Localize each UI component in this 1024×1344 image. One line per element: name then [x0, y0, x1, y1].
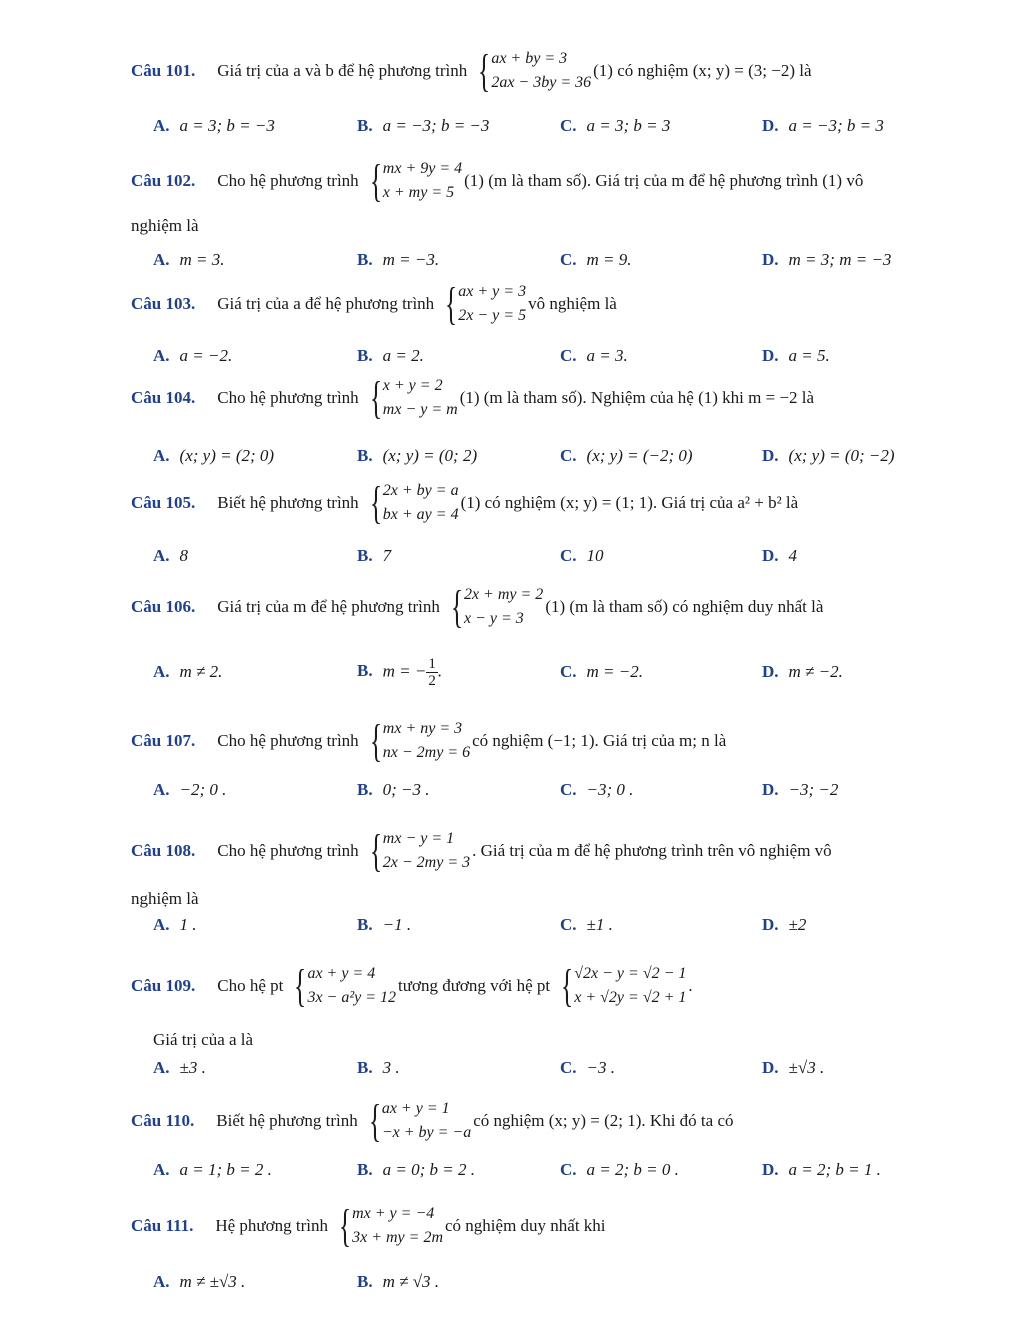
- option-value: −3 .: [586, 1058, 616, 1077]
- option-value: a = 5.: [788, 346, 830, 365]
- equation: x + my = 5: [382, 184, 455, 201]
- equation: 2ax − 3by = 36: [491, 74, 592, 91]
- equation: x − y = 3: [463, 610, 524, 627]
- answer-option-d[interactable]: [762, 346, 830, 366]
- equation-system: [365, 157, 462, 205]
- question-text-after: . Giá trị của m để hệ phương trình trên vô nghiệm vô: [472, 841, 832, 860]
- answer-options: [153, 656, 1013, 692]
- answer-option-c[interactable]: [560, 116, 670, 136]
- question-text-after: vô nghiệm là: [528, 294, 617, 313]
- question-number: Câu 104.: [131, 388, 196, 407]
- equation: 2x − y = 5: [458, 307, 527, 324]
- option-label: B.: [357, 250, 373, 269]
- option-label: C.: [560, 250, 577, 269]
- question-text: Biết hệ phương trình: [217, 493, 359, 512]
- answer-option-c[interactable]: [560, 915, 613, 935]
- equation: 2x − 2my = 3: [382, 854, 471, 871]
- equations: [382, 1097, 471, 1145]
- question-text: Cho hệ phương trình: [217, 841, 359, 860]
- option-label: D.: [762, 662, 779, 681]
- question-text-after: có nghiệm (−1; 1). Giá trị của m; n là: [472, 731, 727, 750]
- answer-option-a[interactable]: [153, 662, 222, 682]
- option-value: a = 2; b = 1 .: [788, 1160, 881, 1179]
- brace-symbol: {: [369, 825, 382, 876]
- equation: −x + by = −a: [381, 1124, 472, 1141]
- question-number: Câu 105.: [131, 493, 196, 512]
- answer-options: [153, 915, 1013, 945]
- equation: nx − 2my = 6: [382, 744, 471, 761]
- option-label: C.: [560, 662, 577, 681]
- equation: √2x − y = √2 − 1: [574, 965, 687, 982]
- option-value: m ≠ √3 .: [382, 1272, 440, 1291]
- question-continuation: Giá trị của a là: [153, 1030, 254, 1049]
- equations: [352, 1202, 443, 1250]
- option-value: m ≠ ±√3 .: [179, 1272, 246, 1291]
- answer-option-c[interactable]: [560, 1058, 615, 1078]
- equations: [383, 479, 459, 527]
- option-label: B.: [357, 661, 373, 681]
- option-label: D.: [762, 1058, 779, 1077]
- option-value: m = −3.: [382, 250, 440, 269]
- answer-option-a[interactable]: [153, 780, 226, 800]
- question-continuation: nghiệm là: [131, 216, 199, 235]
- brace-symbol: {: [450, 581, 463, 632]
- equations: [464, 583, 543, 631]
- answer-option-d[interactable]: [762, 915, 806, 935]
- equations: [458, 280, 526, 328]
- answer-option-d[interactable]: [762, 116, 884, 136]
- question-text-after: (1) có nghiệm (x; y) = (3; −2) là: [593, 61, 812, 80]
- option-tail: .: [437, 661, 443, 681]
- question-line: [131, 1201, 606, 1251]
- equation: mx − y = m: [382, 401, 458, 418]
- equation-system: [365, 827, 470, 875]
- answer-option-b[interactable]: [357, 446, 477, 466]
- answer-option-b[interactable]: [357, 915, 411, 935]
- option-value: 7: [382, 546, 392, 565]
- option-value: −1 .: [382, 915, 412, 934]
- brace-symbol: {: [561, 960, 574, 1011]
- option-value: a = 2.: [382, 346, 424, 365]
- option-value: a = 3; b = −3: [179, 116, 275, 135]
- equation: x + √2y = √2 + 1: [574, 989, 687, 1006]
- brace-symbol: {: [369, 155, 382, 206]
- option-label: A.: [153, 1058, 170, 1077]
- answer-options: [153, 346, 1013, 376]
- option-label: D.: [762, 116, 779, 135]
- question-line: [131, 46, 812, 96]
- question-text: Biết hệ phương trình: [216, 1111, 358, 1130]
- option-label: D.: [762, 446, 779, 465]
- answer-options: [153, 780, 1013, 810]
- option-label: A.: [153, 546, 170, 565]
- option-label: C.: [560, 780, 577, 799]
- option-value: a = −3; b = 3: [788, 116, 884, 135]
- question-line: [131, 582, 823, 632]
- answer-option-b[interactable]: [357, 346, 424, 366]
- equations: [307, 962, 396, 1010]
- option-value: m = 9.: [586, 250, 632, 269]
- equation: 2x + by = a: [382, 482, 459, 499]
- option-label: C.: [560, 1160, 577, 1179]
- option-value: ±2: [788, 915, 807, 934]
- option-value: m = −2.: [586, 662, 644, 681]
- answer-option-a[interactable]: [153, 446, 274, 466]
- brace-symbol: {: [445, 278, 458, 329]
- answer-option-c[interactable]: [560, 1160, 679, 1180]
- equation: ax + by = 3: [491, 50, 568, 67]
- equations: [383, 374, 458, 422]
- option-label: A.: [153, 446, 170, 465]
- option-value: 3 .: [382, 1058, 400, 1077]
- answer-options: [153, 1160, 1013, 1190]
- equation-system: [473, 47, 591, 95]
- question-line: [131, 1096, 734, 1146]
- option-value: −3; 0 .: [586, 780, 634, 799]
- answer-option-a[interactable]: [153, 346, 232, 366]
- option-label: D.: [762, 1160, 779, 1179]
- answer-option-a[interactable]: [153, 116, 275, 136]
- option-value: m = −: [382, 661, 427, 681]
- question-continuation: nghiệm là: [131, 889, 199, 908]
- question-number: Câu 111.: [131, 1216, 194, 1235]
- option-value: a = 2; b = 0 .: [586, 1160, 679, 1179]
- brace-symbol: {: [369, 372, 382, 423]
- answer-option-b[interactable]: [357, 656, 442, 689]
- option-label: A.: [153, 1160, 170, 1179]
- answer-options: [153, 546, 1013, 576]
- equation: 3x − a²y = 12: [307, 989, 397, 1006]
- equations: [383, 827, 470, 875]
- answer-option-d[interactable]: [762, 546, 797, 566]
- brace-symbol: {: [369, 715, 382, 766]
- option-value: −2; 0 .: [179, 780, 227, 799]
- equation: mx + ny = 3: [382, 720, 463, 737]
- question-text: Cho hệ phương trình: [217, 388, 359, 407]
- option-label: B.: [357, 1272, 373, 1291]
- question-number: Câu 103.: [131, 294, 196, 313]
- question-text-end: .: [688, 976, 693, 995]
- question-text: Giá trị của m để hệ phương trình: [217, 597, 440, 616]
- answer-option-a[interactable]: [153, 1058, 206, 1078]
- question-text-after: có nghiệm duy nhất khi: [445, 1216, 606, 1235]
- option-value: 8: [179, 546, 189, 565]
- option-label: B.: [357, 1058, 373, 1077]
- option-label: C.: [560, 116, 577, 135]
- equations: [383, 157, 462, 205]
- equation: mx + 9y = 4: [382, 160, 463, 177]
- answer-option-b[interactable]: [357, 116, 489, 136]
- option-label: A.: [153, 780, 170, 799]
- equation: mx − y = 1: [382, 830, 455, 847]
- option-value: (x; y) = (0; 2): [382, 446, 478, 465]
- answer-option-a[interactable]: [153, 915, 197, 935]
- equations: [491, 47, 591, 95]
- equations: [383, 717, 470, 765]
- option-value: m = 3.: [179, 250, 225, 269]
- question-text: Hệ phương trình: [215, 1216, 328, 1235]
- equation: x + y = 2: [382, 377, 443, 394]
- numerator: 1: [428, 656, 436, 672]
- question-number: Câu 109.: [131, 976, 196, 995]
- option-label: A.: [153, 662, 170, 681]
- question-number: Câu 101.: [131, 61, 196, 80]
- option-label: A.: [153, 116, 170, 135]
- question-number: Câu 107.: [131, 731, 196, 750]
- question-number: Câu 110.: [131, 1111, 195, 1130]
- answer-option-d[interactable]: [762, 446, 895, 466]
- question-text-after: tương đương với hệ pt: [398, 976, 551, 995]
- answer-option-b[interactable]: [357, 250, 439, 270]
- equations: [574, 962, 686, 1010]
- brace-symbol: {: [294, 960, 307, 1011]
- answer-options: [153, 446, 1013, 476]
- answer-option-a[interactable]: [153, 250, 225, 270]
- answer-options: [153, 250, 1013, 280]
- answer-option-d[interactable]: [762, 1058, 824, 1078]
- option-value: m ≠ 2.: [179, 662, 223, 681]
- option-value: 1 .: [179, 915, 197, 934]
- option-label: B.: [357, 346, 373, 365]
- answer-option-c[interactable]: [560, 446, 693, 466]
- option-value: m = 3; m = −3: [788, 250, 892, 269]
- answer-option-a[interactable]: [153, 1160, 272, 1180]
- question-text: Cho hệ pt: [217, 976, 284, 995]
- equation-system: [364, 1097, 471, 1145]
- question-text: Cho hệ phương trình: [217, 171, 359, 190]
- option-value: (x; y) = (2; 0): [179, 446, 275, 465]
- option-label: D.: [762, 250, 779, 269]
- question-line: [131, 826, 832, 876]
- answer-option-a[interactable]: [153, 546, 188, 566]
- option-value: a = 3.: [586, 346, 628, 365]
- question-text-after: có nghiệm (x; y) = (2; 1). Khi đó ta có: [473, 1111, 734, 1130]
- brace-symbol: {: [368, 1095, 381, 1146]
- option-label: C.: [560, 915, 577, 934]
- equation-system: [365, 479, 459, 527]
- option-value: ±3 .: [179, 1058, 206, 1077]
- option-value: 10: [586, 546, 604, 565]
- equation: bx + ay = 4: [382, 506, 459, 523]
- option-label: B.: [357, 116, 373, 135]
- option-label: D.: [762, 915, 779, 934]
- option-label: C.: [560, 546, 577, 565]
- question-text-after: (1) (m là tham số) có nghiệm duy nhất là: [545, 597, 824, 616]
- question-line: [131, 961, 693, 1011]
- option-label: C.: [560, 1058, 577, 1077]
- answer-option-d[interactable]: [762, 662, 843, 682]
- equation: ax + y = 3: [458, 283, 527, 300]
- question-number: Câu 108.: [131, 841, 196, 860]
- answer-option-c[interactable]: [560, 250, 632, 270]
- option-label: B.: [357, 446, 373, 465]
- equation-system: [334, 1202, 443, 1250]
- question-number: Câu 106.: [131, 597, 196, 616]
- question-line: [131, 156, 863, 206]
- option-value: 0; −3 .: [382, 780, 430, 799]
- equation: 2x + my = 2: [463, 586, 544, 603]
- equation-system: [365, 717, 470, 765]
- answer-option-d[interactable]: [762, 780, 838, 800]
- brace-symbol: {: [338, 1200, 352, 1251]
- option-label: D.: [762, 780, 779, 799]
- question-line: [131, 373, 814, 423]
- answer-option-c[interactable]: [560, 546, 604, 566]
- answer-option-d[interactable]: [762, 1160, 881, 1180]
- brace-symbol: {: [478, 45, 491, 96]
- brace-symbol: {: [369, 477, 382, 528]
- option-value: ±1 .: [586, 915, 613, 934]
- option-value: m ≠ −2.: [788, 662, 843, 681]
- equation-system: [440, 280, 526, 328]
- equation: ax + y = 1: [381, 1100, 450, 1117]
- answer-options: [153, 1058, 1013, 1088]
- answer-option-d[interactable]: [762, 250, 891, 270]
- option-label: B.: [357, 546, 373, 565]
- option-label: B.: [357, 915, 373, 934]
- answer-option-b[interactable]: [357, 1058, 400, 1078]
- option-value: ±√3 .: [788, 1058, 825, 1077]
- option-label: C.: [560, 346, 577, 365]
- denominator: 2: [428, 673, 436, 689]
- option-value: −3; −2: [788, 780, 839, 799]
- question-text: Giá trị của a và b để hệ phương trình: [217, 61, 468, 80]
- option-label: B.: [357, 780, 373, 799]
- option-label: C.: [560, 446, 577, 465]
- question-text-after: (1) (m là tham số). Nghiệm của hệ (1) khi m = −2 là: [459, 388, 815, 407]
- option-value: (x; y) = (0; −2): [788, 446, 895, 465]
- fraction: [426, 656, 438, 689]
- question-number: Câu 102.: [131, 171, 196, 190]
- option-value: a = −3; b = −3: [382, 116, 490, 135]
- answer-options: [153, 116, 1013, 146]
- question-text: Cho hệ phương trình: [217, 731, 359, 750]
- option-value: a = 1; b = 2 .: [179, 1160, 272, 1179]
- question-line: [131, 478, 798, 528]
- option-value: a = −2.: [179, 346, 233, 365]
- answer-option-b[interactable]: [357, 1272, 439, 1292]
- question-text-after: (1) có nghiệm (x; y) = (1; 1). Giá trị của a² + b² là: [460, 493, 799, 512]
- equation-system: [289, 962, 396, 1010]
- option-label: B.: [357, 1160, 373, 1179]
- equation-system: [446, 583, 543, 631]
- option-value: (x; y) = (−2; 0): [586, 446, 693, 465]
- option-label: A.: [153, 250, 170, 269]
- equation: mx + y = −4: [352, 1205, 435, 1222]
- equation: 3x + my = 2m: [352, 1229, 443, 1246]
- equation-system: [365, 374, 458, 422]
- equation-system: [556, 962, 686, 1010]
- option-value: a = 3; b = 3: [586, 116, 671, 135]
- option-label: A.: [153, 346, 170, 365]
- option-label: D.: [762, 546, 779, 565]
- question-text: Giá trị của a để hệ phương trình: [217, 294, 435, 313]
- answer-option-c[interactable]: [560, 780, 633, 800]
- option-label: A.: [153, 915, 170, 934]
- answer-option-c[interactable]: [560, 346, 628, 366]
- question-text-after: (1) (m là tham số). Giá trị của m để hệ phương trình (1) vô: [464, 171, 864, 190]
- answer-option-b[interactable]: [357, 546, 391, 566]
- option-value: a = 0; b = 2 .: [382, 1160, 475, 1179]
- answer-option-b[interactable]: [357, 1160, 475, 1180]
- option-label: D.: [762, 346, 779, 365]
- answer-option-c[interactable]: [560, 662, 643, 682]
- equation: ax + y = 4: [307, 965, 376, 982]
- question-line: [131, 716, 726, 766]
- answer-options: [153, 1272, 1013, 1302]
- answer-option-a[interactable]: [153, 1272, 245, 1292]
- question-line: [131, 279, 617, 329]
- option-label: A.: [153, 1272, 170, 1291]
- option-value: 4: [788, 546, 798, 565]
- answer-option-b[interactable]: [357, 780, 429, 800]
